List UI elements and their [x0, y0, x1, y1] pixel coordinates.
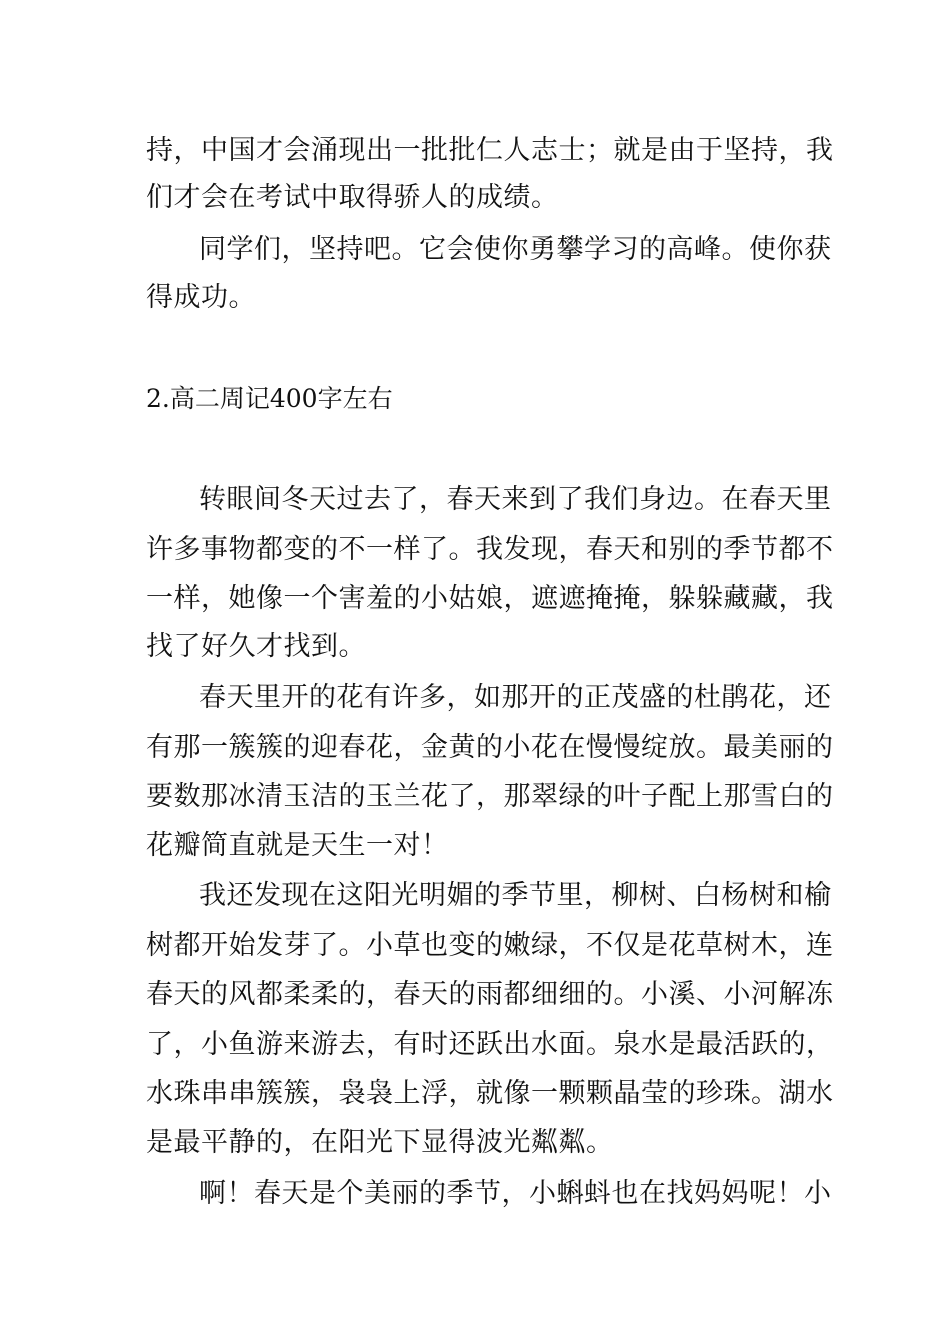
paragraph-line: 同学们，坚持吧。它会使你勇攀学习的高峰。使你获	[199, 234, 832, 265]
paragraph-line: 持，中国才会涌现出一批批仁人志士；就是由于坚持，我	[146, 135, 834, 166]
paragraph-line: 春天的风都柔柔的，春天的雨都细细的。小溪、小河解冻	[146, 979, 834, 1010]
paragraph-line: 春天里开的花有许多，如那开的正茂盛的杜鹃花，还	[199, 682, 832, 713]
paragraph-line: 转眼间冬天过去了，春天来到了我们身边。在春天里	[199, 484, 832, 515]
paragraph-line: 我还发现在这阳光明媚的季节里，柳树、白杨树和榆	[199, 880, 832, 911]
paragraph-line: 找了好久才找到。	[146, 631, 366, 662]
paragraph-line: 啊！春天是个美丽的季节，小蝌蚪也在找妈妈呢！小	[199, 1178, 832, 1209]
paragraph-line: 了，小鱼游来游去，有时还跃出水面。泉水是最活跃的，	[146, 1029, 834, 1060]
paragraph-line: 有那一簇簇的迎春花，金黄的小花在慢慢绽放。最美丽的	[146, 732, 834, 763]
section-heading: 2.高二周记400字左右	[146, 384, 393, 413]
paragraph-line: 树都开始发芽了。小草也变的嫩绿，不仅是花草树木，连	[146, 930, 834, 961]
paragraph-line: 花瓣简直就是天生一对！	[146, 830, 449, 861]
paragraph-line: 要数那冰清玉洁的玉兰花了，那翠绿的叶子配上那雪白的	[146, 781, 834, 812]
paragraph-line: 是最平静的，在阳光下显得波光粼粼。	[146, 1127, 614, 1158]
paragraph-line: 得成功。	[146, 282, 256, 313]
paragraph-line: 们才会在考试中取得骄人的成绩。	[146, 182, 559, 213]
paragraph-line: 水珠串串簇簇，袅袅上浮，就像一颗颗晶莹的珍珠。湖水	[146, 1078, 834, 1109]
paragraph-line: 许多事物都变的不一样了。我发现，春天和别的季节都不	[146, 534, 834, 565]
paragraph-line: 一样，她像一个害羞的小姑娘，遮遮掩掩，躲躲藏藏，我	[146, 583, 834, 614]
